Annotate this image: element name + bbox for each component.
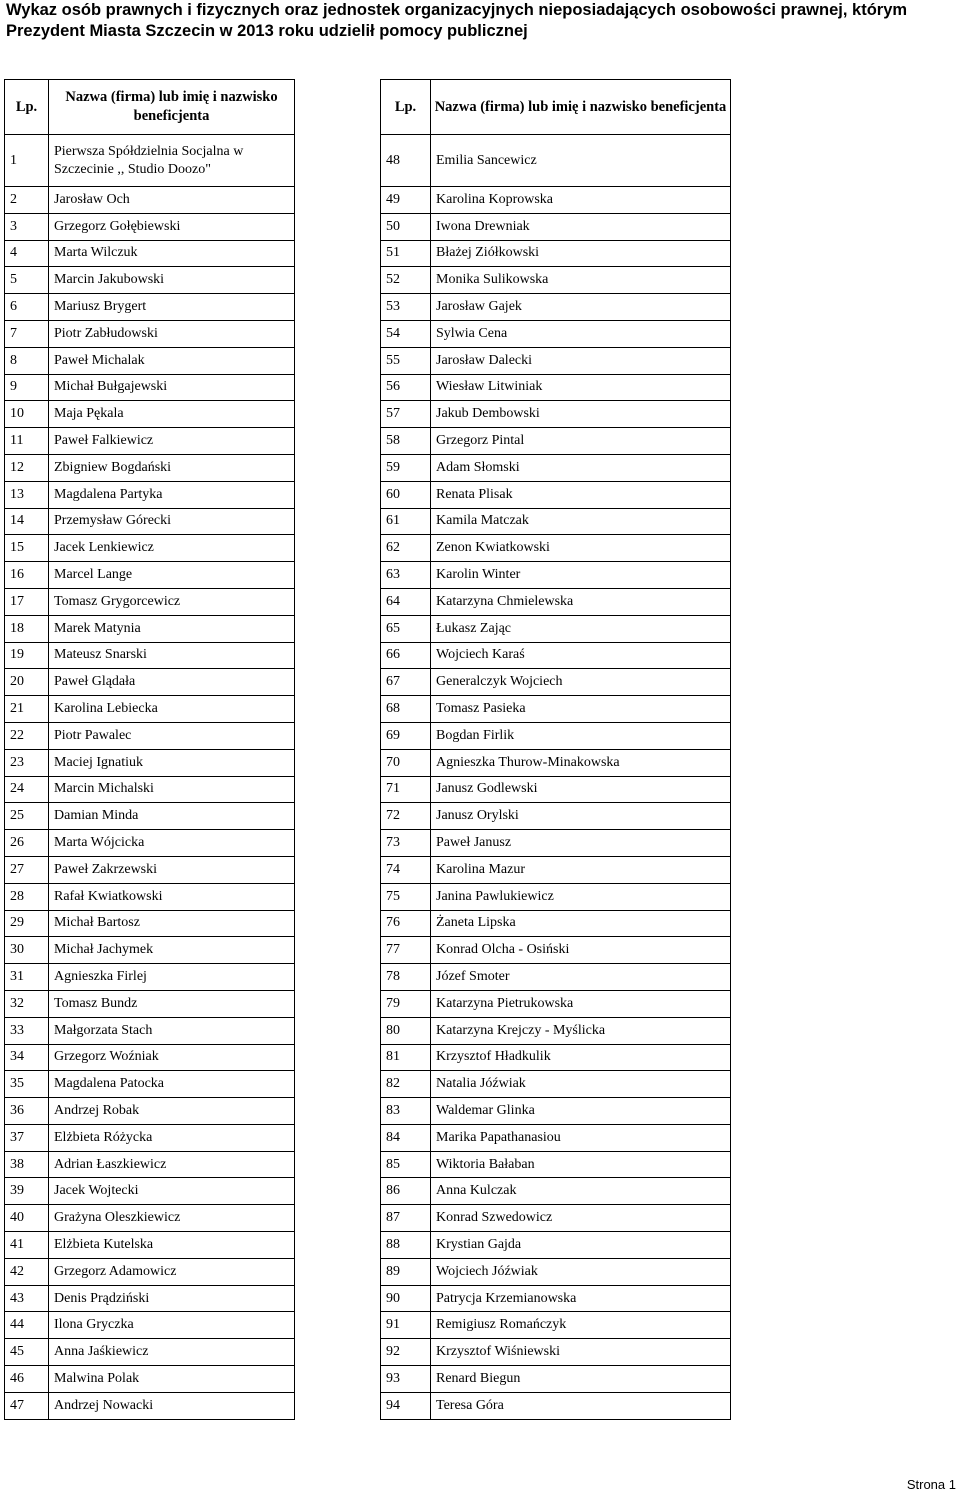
table-row xyxy=(5,1285,295,1312)
row-beneficiary-name: Grażyna Oleszkiewicz xyxy=(49,1205,295,1232)
row-beneficiary-name: Teresa Góra xyxy=(431,1392,731,1419)
row-lp: 64 xyxy=(381,588,431,615)
row-beneficiary-name: Andrzej Nowacki xyxy=(49,1392,295,1419)
row-beneficiary-name: Renata Plisak xyxy=(431,481,731,508)
row-beneficiary-name: Katarzyna Chmielewska xyxy=(431,588,731,615)
table-row xyxy=(5,696,295,723)
row-lp: 20 xyxy=(5,669,49,696)
row-beneficiary-name: Michał Bartosz xyxy=(49,910,295,937)
row-beneficiary-name: Damian Minda xyxy=(49,803,295,830)
row-beneficiary-name: Mariusz Brygert xyxy=(49,294,295,321)
row-beneficiary-name: Karolin Winter xyxy=(431,562,731,589)
row-lp: 48 xyxy=(381,135,431,187)
row-beneficiary-name: Sylwia Cena xyxy=(431,320,731,347)
row-lp: 84 xyxy=(381,1124,431,1151)
row-lp: 34 xyxy=(5,1044,49,1071)
row-beneficiary-name: Adrian Łaszkiewicz xyxy=(49,1151,295,1178)
row-lp: 88 xyxy=(381,1232,431,1259)
row-beneficiary-name: Michał Bułgajewski xyxy=(49,374,295,401)
beneficiary-table-left xyxy=(4,79,295,1420)
row-beneficiary-name: Maciej Ignatiuk xyxy=(49,749,295,776)
table-row xyxy=(5,1312,295,1339)
row-beneficiary-name: Marcel Lange xyxy=(49,562,295,589)
table-row xyxy=(5,135,295,187)
table-row xyxy=(381,374,731,401)
table-row xyxy=(381,1017,731,1044)
row-beneficiary-name: Marika Papathanasiou xyxy=(431,1124,731,1151)
table-row xyxy=(381,937,731,964)
table-row xyxy=(5,990,295,1017)
row-lp: 17 xyxy=(5,588,49,615)
row-lp: 71 xyxy=(381,776,431,803)
row-lp: 15 xyxy=(5,535,49,562)
table-row xyxy=(381,1312,731,1339)
table-row xyxy=(5,562,295,589)
row-beneficiary-name: Jarosław Gajek xyxy=(431,294,731,321)
row-lp: 59 xyxy=(381,454,431,481)
row-beneficiary-name: Anna Jaśkiewicz xyxy=(49,1339,295,1366)
row-beneficiary-name: Zbigniew Bogdański xyxy=(49,454,295,481)
row-lp: 52 xyxy=(381,267,431,294)
row-lp: 31 xyxy=(5,964,49,991)
row-beneficiary-name: Jacek Wojtecki xyxy=(49,1178,295,1205)
table-header-row xyxy=(5,80,295,135)
row-lp: 46 xyxy=(5,1366,49,1393)
row-lp: 28 xyxy=(5,883,49,910)
row-lp: 72 xyxy=(381,803,431,830)
row-beneficiary-name: Jakub Dembowski xyxy=(431,401,731,428)
table-row xyxy=(381,1044,731,1071)
row-beneficiary-name: Konrad Szwedowicz xyxy=(431,1205,731,1232)
table-row xyxy=(381,1151,731,1178)
row-beneficiary-name: Karolina Mazur xyxy=(431,856,731,883)
row-beneficiary-name: Patrycja Krzemianowska xyxy=(431,1285,731,1312)
table-row xyxy=(381,401,731,428)
table-row xyxy=(381,749,731,776)
row-beneficiary-name: Magdalena Patocka xyxy=(49,1071,295,1098)
row-beneficiary-name: Agnieszka Thurow-Minakowska xyxy=(431,749,731,776)
table-row xyxy=(381,776,731,803)
row-beneficiary-name: Katarzyna Pietrukowska xyxy=(431,990,731,1017)
table-row xyxy=(5,1124,295,1151)
table-row xyxy=(381,1258,731,1285)
table-row xyxy=(5,1366,295,1393)
table-row xyxy=(381,910,731,937)
table-row xyxy=(5,883,295,910)
row-beneficiary-name: Jarosław Dalecki xyxy=(431,347,731,374)
row-lp: 7 xyxy=(5,320,49,347)
row-lp: 58 xyxy=(381,428,431,455)
table-row xyxy=(5,1044,295,1071)
table-row xyxy=(5,401,295,428)
row-beneficiary-name: Wiktoria Bałaban xyxy=(431,1151,731,1178)
table-row xyxy=(381,1232,731,1259)
row-beneficiary-name: Grzegorz Woźniak xyxy=(49,1044,295,1071)
table-row xyxy=(381,615,731,642)
row-lp: 77 xyxy=(381,937,431,964)
row-beneficiary-name: Paweł Michalak xyxy=(49,347,295,374)
beneficiary-table-right xyxy=(380,79,731,1420)
row-lp: 68 xyxy=(381,696,431,723)
row-lp: 5 xyxy=(5,267,49,294)
table-row xyxy=(5,803,295,830)
header-lp: Lp. xyxy=(381,80,431,135)
row-lp: 14 xyxy=(5,508,49,535)
row-lp: 67 xyxy=(381,669,431,696)
row-beneficiary-name: Wojciech Jóźwiak xyxy=(431,1258,731,1285)
row-lp: 32 xyxy=(5,990,49,1017)
row-beneficiary-name: Paweł Glądała xyxy=(49,669,295,696)
table-row xyxy=(5,240,295,267)
row-beneficiary-name: Krystian Gajda xyxy=(431,1232,731,1259)
header-name: Nazwa (firma) lub imię i nazwisko beneficjenta xyxy=(49,80,295,135)
row-beneficiary-name: Zenon Kwiatkowski xyxy=(431,535,731,562)
table-row xyxy=(381,1205,731,1232)
table-row xyxy=(5,454,295,481)
row-beneficiary-name: Krzysztof Hładkulik xyxy=(431,1044,731,1071)
table-row xyxy=(5,1392,295,1419)
table-row xyxy=(381,454,731,481)
row-beneficiary-name: Janusz Godlewski xyxy=(431,776,731,803)
row-lp: 82 xyxy=(381,1071,431,1098)
row-lp: 61 xyxy=(381,508,431,535)
row-lp: 6 xyxy=(5,294,49,321)
row-lp: 54 xyxy=(381,320,431,347)
row-beneficiary-name: Monika Sulikowska xyxy=(431,267,731,294)
row-beneficiary-name: Katarzyna Krejczy - Myślicka xyxy=(431,1017,731,1044)
row-lp: 24 xyxy=(5,776,49,803)
row-lp: 94 xyxy=(381,1392,431,1419)
row-lp: 11 xyxy=(5,428,49,455)
row-lp: 79 xyxy=(381,990,431,1017)
row-beneficiary-name: Piotr Pawalec xyxy=(49,722,295,749)
table-row xyxy=(381,240,731,267)
table-row xyxy=(381,1124,731,1151)
table-row xyxy=(5,588,295,615)
row-lp: 89 xyxy=(381,1258,431,1285)
row-beneficiary-name: Rafał Kwiatkowski xyxy=(49,883,295,910)
row-lp: 49 xyxy=(381,187,431,214)
header-name: Nazwa (firma) lub imię i nazwisko beneficjenta xyxy=(431,80,731,135)
table-row xyxy=(5,374,295,401)
table-row xyxy=(381,1178,731,1205)
table-row xyxy=(381,187,731,214)
table-row xyxy=(381,347,731,374)
row-beneficiary-name: Mateusz Snarski xyxy=(49,642,295,669)
table-row xyxy=(381,1071,731,1098)
row-beneficiary-name: Adam Słomski xyxy=(431,454,731,481)
row-lp: 2 xyxy=(5,187,49,214)
table-row xyxy=(5,1205,295,1232)
row-lp: 63 xyxy=(381,562,431,589)
table-row xyxy=(381,856,731,883)
row-beneficiary-name: Malwina Polak xyxy=(49,1366,295,1393)
row-lp: 87 xyxy=(381,1205,431,1232)
row-lp: 80 xyxy=(381,1017,431,1044)
table-row xyxy=(5,910,295,937)
row-lp: 50 xyxy=(381,213,431,240)
table-row xyxy=(5,1258,295,1285)
row-beneficiary-name: Remigiusz Romańczyk xyxy=(431,1312,731,1339)
row-lp: 36 xyxy=(5,1098,49,1125)
row-lp: 73 xyxy=(381,830,431,857)
row-beneficiary-name: Waldemar Glinka xyxy=(431,1098,731,1125)
row-beneficiary-name: Marek Matynia xyxy=(49,615,295,642)
row-lp: 21 xyxy=(5,696,49,723)
row-lp: 22 xyxy=(5,722,49,749)
table-row xyxy=(381,508,731,535)
row-lp: 81 xyxy=(381,1044,431,1071)
row-beneficiary-name: Iwona Drewniak xyxy=(431,213,731,240)
row-lp: 13 xyxy=(5,481,49,508)
table-row xyxy=(5,1098,295,1125)
row-lp: 30 xyxy=(5,937,49,964)
row-lp: 74 xyxy=(381,856,431,883)
row-beneficiary-name: Janusz Orylski xyxy=(431,803,731,830)
row-lp: 33 xyxy=(5,1017,49,1044)
table-row xyxy=(5,830,295,857)
table-row xyxy=(381,135,731,187)
table-row xyxy=(381,294,731,321)
table-row xyxy=(5,776,295,803)
row-beneficiary-name: Marta Wilczuk xyxy=(49,240,295,267)
table-row xyxy=(381,669,731,696)
row-lp: 55 xyxy=(381,347,431,374)
row-beneficiary-name: Józef Smoter xyxy=(431,964,731,991)
row-lp: 42 xyxy=(5,1258,49,1285)
row-beneficiary-name: Agnieszka Firlej xyxy=(49,964,295,991)
table-row xyxy=(381,535,731,562)
row-beneficiary-name: Krzysztof Wiśniewski xyxy=(431,1339,731,1366)
table-row xyxy=(5,642,295,669)
row-beneficiary-name: Bogdan Firlik xyxy=(431,722,731,749)
row-lp: 27 xyxy=(5,856,49,883)
table-row xyxy=(5,856,295,883)
row-beneficiary-name: Magdalena Partyka xyxy=(49,481,295,508)
table-row xyxy=(5,535,295,562)
row-lp: 4 xyxy=(5,240,49,267)
row-lp: 8 xyxy=(5,347,49,374)
table-row xyxy=(381,830,731,857)
row-beneficiary-name: Generalczyk Wojciech xyxy=(431,669,731,696)
row-lp: 16 xyxy=(5,562,49,589)
row-beneficiary-name: Paweł Zakrzewski xyxy=(49,856,295,883)
row-beneficiary-name: Konrad Olcha - Osiński xyxy=(431,937,731,964)
table-row xyxy=(5,347,295,374)
row-lp: 56 xyxy=(381,374,431,401)
table-row xyxy=(5,428,295,455)
row-lp: 18 xyxy=(5,615,49,642)
row-lp: 1 xyxy=(5,135,49,187)
table-row xyxy=(5,722,295,749)
row-beneficiary-name: Jarosław Och xyxy=(49,187,295,214)
row-lp: 9 xyxy=(5,374,49,401)
row-beneficiary-name: Renard Biegun xyxy=(431,1366,731,1393)
row-lp: 65 xyxy=(381,615,431,642)
row-lp: 29 xyxy=(5,910,49,937)
row-beneficiary-name: Elżbieta Różycka xyxy=(49,1124,295,1151)
row-beneficiary-name: Anna Kulczak xyxy=(431,1178,731,1205)
row-lp: 38 xyxy=(5,1151,49,1178)
row-lp: 93 xyxy=(381,1366,431,1393)
row-lp: 23 xyxy=(5,749,49,776)
table-row xyxy=(5,213,295,240)
table-row xyxy=(5,1017,295,1044)
row-lp: 47 xyxy=(5,1392,49,1419)
table-row xyxy=(381,964,731,991)
row-beneficiary-name: Marta Wójcicka xyxy=(49,830,295,857)
row-lp: 51 xyxy=(381,240,431,267)
row-lp: 66 xyxy=(381,642,431,669)
table-row xyxy=(5,1071,295,1098)
table-row xyxy=(381,1339,731,1366)
row-beneficiary-name: Andrzej Robak xyxy=(49,1098,295,1125)
row-beneficiary-name: Paweł Janusz xyxy=(431,830,731,857)
table-row xyxy=(381,481,731,508)
row-beneficiary-name: Maja Pękala xyxy=(49,401,295,428)
table-row xyxy=(5,615,295,642)
table-row xyxy=(381,1392,731,1419)
table-row xyxy=(381,1098,731,1125)
row-lp: 12 xyxy=(5,454,49,481)
table-body-left xyxy=(5,135,295,1420)
row-lp: 25 xyxy=(5,803,49,830)
row-beneficiary-name: Tomasz Pasieka xyxy=(431,696,731,723)
row-beneficiary-name: Denis Prądziński xyxy=(49,1285,295,1312)
table-row xyxy=(5,320,295,347)
row-beneficiary-name: Tomasz Grygorcewicz xyxy=(49,588,295,615)
row-beneficiary-name: Marcin Michalski xyxy=(49,776,295,803)
row-beneficiary-name: Łukasz Zając xyxy=(431,615,731,642)
table-row xyxy=(5,964,295,991)
row-lp: 37 xyxy=(5,1124,49,1151)
table-row xyxy=(5,508,295,535)
row-beneficiary-name: Grzegorz Gołębiewski xyxy=(49,213,295,240)
row-lp: 40 xyxy=(5,1205,49,1232)
table-row xyxy=(381,320,731,347)
row-beneficiary-name: Emilia Sancewicz xyxy=(431,135,731,187)
table-row xyxy=(5,1232,295,1259)
row-lp: 19 xyxy=(5,642,49,669)
table-row xyxy=(381,1366,731,1393)
table-row xyxy=(5,267,295,294)
row-beneficiary-name: Błażej Ziółkowski xyxy=(431,240,731,267)
row-lp: 69 xyxy=(381,722,431,749)
row-beneficiary-name: Jacek Lenkiewicz xyxy=(49,535,295,562)
table-row xyxy=(5,749,295,776)
table-row xyxy=(5,669,295,696)
table-row xyxy=(381,990,731,1017)
row-lp: 41 xyxy=(5,1232,49,1259)
row-beneficiary-name: Pierwsza Spółdzielnia Socjalna w Szczecinie ,, Studio Doozo" xyxy=(49,135,295,187)
table-row xyxy=(5,1178,295,1205)
row-lp: 35 xyxy=(5,1071,49,1098)
row-lp: 91 xyxy=(381,1312,431,1339)
table-row xyxy=(381,803,731,830)
row-lp: 43 xyxy=(5,1285,49,1312)
table-row xyxy=(381,1285,731,1312)
row-beneficiary-name: Piotr Zabłudowski xyxy=(49,320,295,347)
row-beneficiary-name: Grzegorz Pintal xyxy=(431,428,731,455)
table-row xyxy=(5,481,295,508)
row-beneficiary-name: Paweł Falkiewicz xyxy=(49,428,295,455)
row-lp: 44 xyxy=(5,1312,49,1339)
row-beneficiary-name: Małgorzata Stach xyxy=(49,1017,295,1044)
row-beneficiary-name: Karolina Lebiecka xyxy=(49,696,295,723)
row-lp: 62 xyxy=(381,535,431,562)
row-lp: 60 xyxy=(381,481,431,508)
row-beneficiary-name: Tomasz Bundz xyxy=(49,990,295,1017)
table-row xyxy=(5,937,295,964)
row-lp: 86 xyxy=(381,1178,431,1205)
row-lp: 75 xyxy=(381,883,431,910)
page-title: Wykaz osób prawnych i fizycznych oraz jednostek organizacyjnych nieposiadających osobowości prawnej, którym Prezydent Miasta Szczecin w 2013 roku udzielił pomocy publicznej xyxy=(6,1,908,40)
row-lp: 83 xyxy=(381,1098,431,1125)
row-beneficiary-name: Przemysław Górecki xyxy=(49,508,295,535)
row-beneficiary-name: Wojciech Karaś xyxy=(431,642,731,669)
table-row xyxy=(5,1151,295,1178)
row-lp: 76 xyxy=(381,910,431,937)
table-body-right xyxy=(381,135,731,1420)
row-beneficiary-name: Grzegorz Adamowicz xyxy=(49,1258,295,1285)
table-header-row xyxy=(381,80,731,135)
row-beneficiary-name: Natalia Jóźwiak xyxy=(431,1071,731,1098)
row-lp: 53 xyxy=(381,294,431,321)
row-lp: 10 xyxy=(5,401,49,428)
row-lp: 3 xyxy=(5,213,49,240)
row-beneficiary-name: Janina Pawlukiewicz xyxy=(431,883,731,910)
table-row xyxy=(5,187,295,214)
table-row xyxy=(381,562,731,589)
row-lp: 39 xyxy=(5,1178,49,1205)
header-lp: Lp. xyxy=(5,80,49,135)
row-lp: 92 xyxy=(381,1339,431,1366)
row-lp: 90 xyxy=(381,1285,431,1312)
table-row xyxy=(5,1339,295,1366)
table-row xyxy=(381,722,731,749)
row-lp: 57 xyxy=(381,401,431,428)
table-row xyxy=(5,294,295,321)
table-row xyxy=(381,428,731,455)
row-lp: 85 xyxy=(381,1151,431,1178)
row-beneficiary-name: Ilona Gryczka xyxy=(49,1312,295,1339)
row-beneficiary-name: Elżbieta Kutelska xyxy=(49,1232,295,1259)
table-row xyxy=(381,588,731,615)
row-beneficiary-name: Żaneta Lipska xyxy=(431,910,731,937)
row-lp: 70 xyxy=(381,749,431,776)
table-row xyxy=(381,267,731,294)
table-row xyxy=(381,696,731,723)
row-beneficiary-name: Marcin Jakubowski xyxy=(49,267,295,294)
row-beneficiary-name: Karolina Koprowska xyxy=(431,187,731,214)
row-beneficiary-name: Kamila Matczak xyxy=(431,508,731,535)
row-beneficiary-name: Wiesław Litwiniak xyxy=(431,374,731,401)
row-lp: 26 xyxy=(5,830,49,857)
row-lp: 78 xyxy=(381,964,431,991)
table-row xyxy=(381,642,731,669)
table-row xyxy=(381,883,731,910)
table-row xyxy=(381,213,731,240)
page-number: Strona 1 xyxy=(906,1477,956,1492)
row-beneficiary-name: Michał Jachymek xyxy=(49,937,295,964)
row-lp: 45 xyxy=(5,1339,49,1366)
